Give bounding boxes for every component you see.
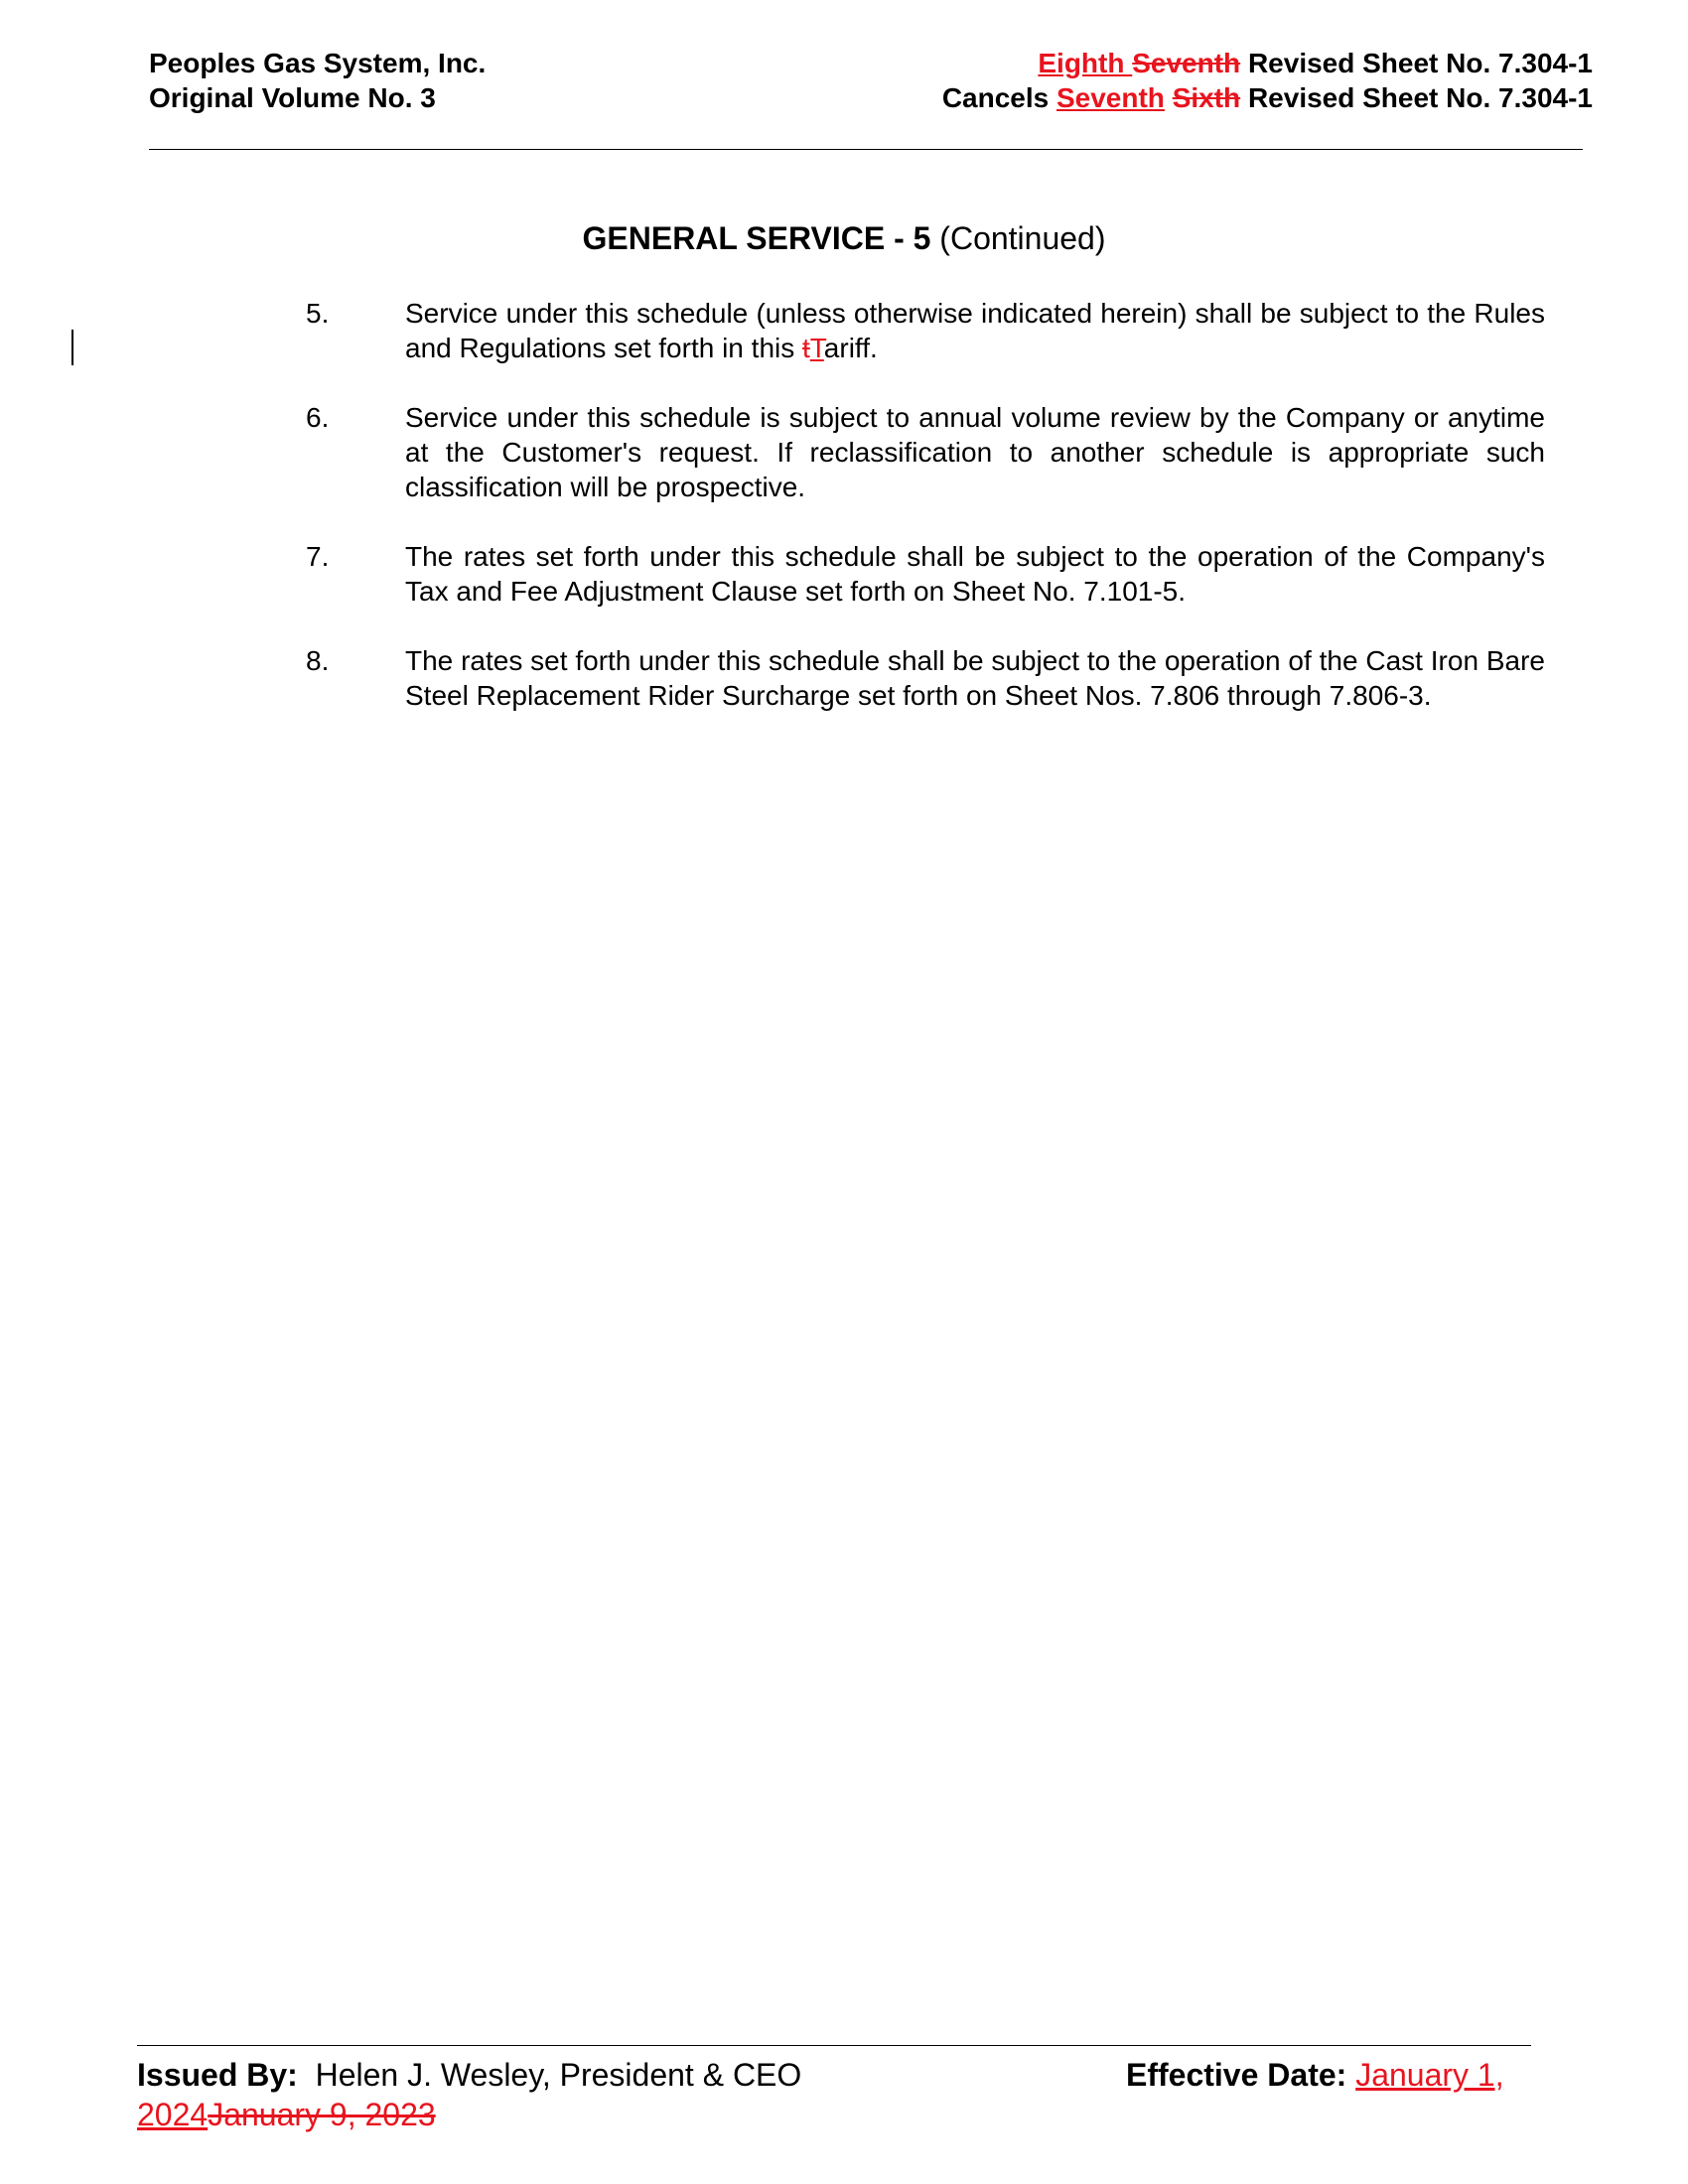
sheet-number-text: Revised Sheet No. 7.304-1 [1240,48,1593,78]
cancels-prefix: Cancels [941,82,1056,113]
cancels-inserted-text: Seventh [1055,82,1165,113]
effective-date-inserted: January 1, [1355,2057,1504,2093]
effective-date-deleted: January 9, 2023 [208,2097,436,2132]
item-text: The rates set forth under this schedule shall be subject to the operation of the Cast Iron Bare Steel Replacement Rider Surcharge set forth on Sheet Nos. 7.806 through 7.806-3. [405,645,1545,711]
header-divider [149,149,1583,150]
list-item [306,400,1545,504]
item-text: The rates set forth under this schedule shall be subject to the operation of the Company's Tax and Fee Adjustment Clause set forth on Sheet No. 7.101-5. [405,541,1545,607]
company-name: Peoples Gas System, Inc. [149,48,487,78]
item-number: 5. [306,298,330,329]
item-text: Service under this schedule is subject to annual volume review by the Company or anytime at the Customer's request. If reclassification to another schedule is appropriate such classification will be prospective. [405,402,1545,502]
volume-number: Original Volume No. 3 [149,82,436,113]
item-text [405,296,1545,365]
issued-by-value: Helen J. Wesley, President & CEO [297,2057,802,2093]
item-text-after: ariff. [823,333,878,363]
effective-year-inserted: 2024 [137,2097,209,2132]
cancels-sheet [942,80,1593,115]
item-inserted-text: T [809,333,824,363]
title-suffix: (Continued) [930,220,1106,256]
title-main: GENERAL SERVICE - 5 [582,220,931,256]
revision-change-bar [71,330,73,365]
item-number: 7. [306,541,330,572]
item-number: 8. [306,645,330,676]
item-text-before: Service under this schedule (unless otherwise indicated herein) shall be subject to the Rules and Regulations set forth in this [405,298,1545,363]
sheet-inserted-text: Eighth [1038,48,1133,78]
cancels-space [1165,82,1173,113]
issued-by-label: Issued By: [137,2057,298,2093]
page-title [0,218,1688,258]
effective-date-continued [137,2095,436,2134]
item-number: 6. [306,402,330,433]
header-right [942,46,1593,115]
header-left [149,46,486,115]
item-deleted-text: t [802,333,810,363]
effective-date-label: Effective Date: [1126,2057,1356,2093]
cancels-deleted-text: Sixth [1172,82,1241,113]
list-item [306,296,1545,365]
footer-divider [137,2045,1531,2046]
effective-date [1126,2055,1504,2095]
sheet-deleted-text: Seventh [1132,48,1241,78]
list-item [306,643,1545,713]
cancels-sheet-text: Revised Sheet No. 7.304-1 [1240,82,1593,113]
list-item [306,539,1545,609]
sheet-number [942,46,1593,80]
footer [137,2055,1547,2132]
